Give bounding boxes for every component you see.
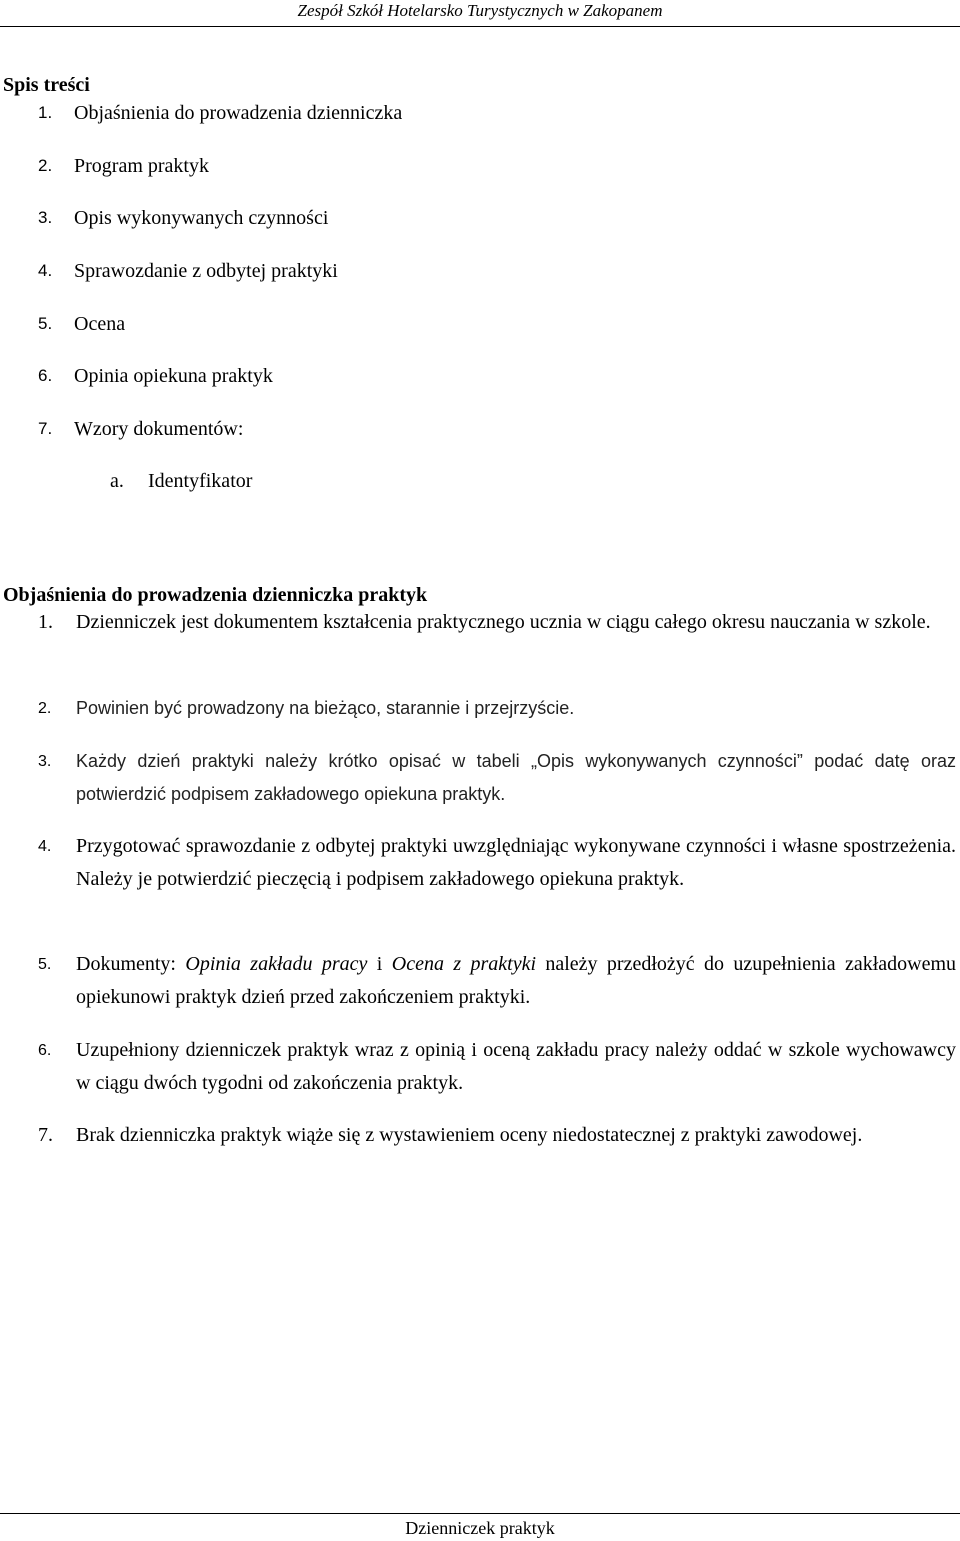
footer-rule <box>0 1513 960 1514</box>
toc-item-number: 6. <box>38 366 53 385</box>
section-title: Objaśnienia do prowadzenia dzienniczka praktyk <box>3 584 428 606</box>
toc-item-label: Program praktyk <box>74 155 209 177</box>
instruction-number: 5. <box>38 956 52 973</box>
document-name: Ocena z praktyki <box>391 953 536 975</box>
instruction-number: 1. <box>38 611 53 633</box>
toc-item-number: a. <box>110 470 124 492</box>
instruction-text: Każdy dzień praktyki należy krótko opisać w tabeli „Opis wykonywanych czynności” podać datę oraz potwierdzić podpisem zakładowego opiekuna praktyk. <box>76 751 956 804</box>
toc-item-label: Sprawozdanie z odbytej praktyki <box>74 260 338 282</box>
instruction-text-part: Dokumenty: <box>76 953 186 975</box>
toc-item-label: Ocena <box>74 313 126 335</box>
instruction-text: Przygotować sprawozdanie z odbytej praktyki uwzględniając wykonywane czynności i własne spostrzeżenia. Należy je potwierdzić pieczęcią i podpisem zakładowego opiekuna praktyk. <box>76 835 956 890</box>
document-name: Opinia zakładu pracy <box>185 953 368 975</box>
instruction-text: Powinien być prowadzony na bieżąco, starannie i przejrzyście. <box>76 698 575 718</box>
instruction-item <box>38 1119 958 1152</box>
toc-item-number: 7. <box>38 419 53 438</box>
toc-item-number: 1. <box>38 103 53 122</box>
instruction-number: 6. <box>38 1042 52 1059</box>
instruction-item <box>38 745 958 811</box>
toc-item-label: Objaśnienia do prowadzenia dzienniczka <box>74 102 403 124</box>
instruction-item <box>38 1034 958 1100</box>
instruction-number: 4. <box>38 838 52 855</box>
toc-title: Spis treści <box>3 74 90 96</box>
instruction-text-part: należy przedłożyć do uzupełnienia zakładowemu opiekunowi praktyk dzień przed zakończeniem praktyki. <box>76 953 957 1008</box>
instruction-text: Uzupełniony dzienniczek praktyk wraz z opinią i oceną zakładu pracy należy oddać w szkole wychowawcy w ciągu dwóch tygodni od zakończenia praktyk. <box>76 1039 956 1094</box>
instruction-number: 7. <box>38 1124 53 1146</box>
toc-item-number: 4. <box>38 261 53 280</box>
page-header: Zespół Szkół Hotelarsko Turystycznych w Zakopanem <box>297 1 663 20</box>
instruction-item <box>38 606 958 639</box>
toc-item-label: Wzory dokumentów: <box>74 418 244 440</box>
toc-item-label: Opis wykonywanych czynności <box>74 207 329 229</box>
instruction-text <box>76 948 956 1014</box>
instruction-text-part: i <box>367 953 392 975</box>
instruction-item <box>38 830 958 896</box>
toc-item-number: 3. <box>38 208 53 227</box>
toc-item-number: 2. <box>38 156 53 175</box>
toc-item-label: Identyfikator <box>148 470 253 492</box>
page-footer: Dzienniczek praktyk <box>405 1518 555 1538</box>
instruction-text: Brak dzienniczka praktyk wiąże się z wystawieniem oceny niedostatecznej z praktyki zawodowej. <box>76 1124 863 1146</box>
header-rule <box>0 26 960 27</box>
instruction-item <box>38 948 958 1014</box>
instruction-text: Dzienniczek jest dokumentem kształcenia praktycznego ucznia w ciągu całego okresu nauczania w szkole. <box>76 611 931 633</box>
toc-item-number: 5. <box>38 314 53 333</box>
instruction-number: 3. <box>38 753 52 770</box>
instruction-number: 2. <box>38 700 52 717</box>
instruction-item <box>38 692 958 725</box>
toc-item-label: Opinia opiekuna praktyk <box>74 365 273 387</box>
